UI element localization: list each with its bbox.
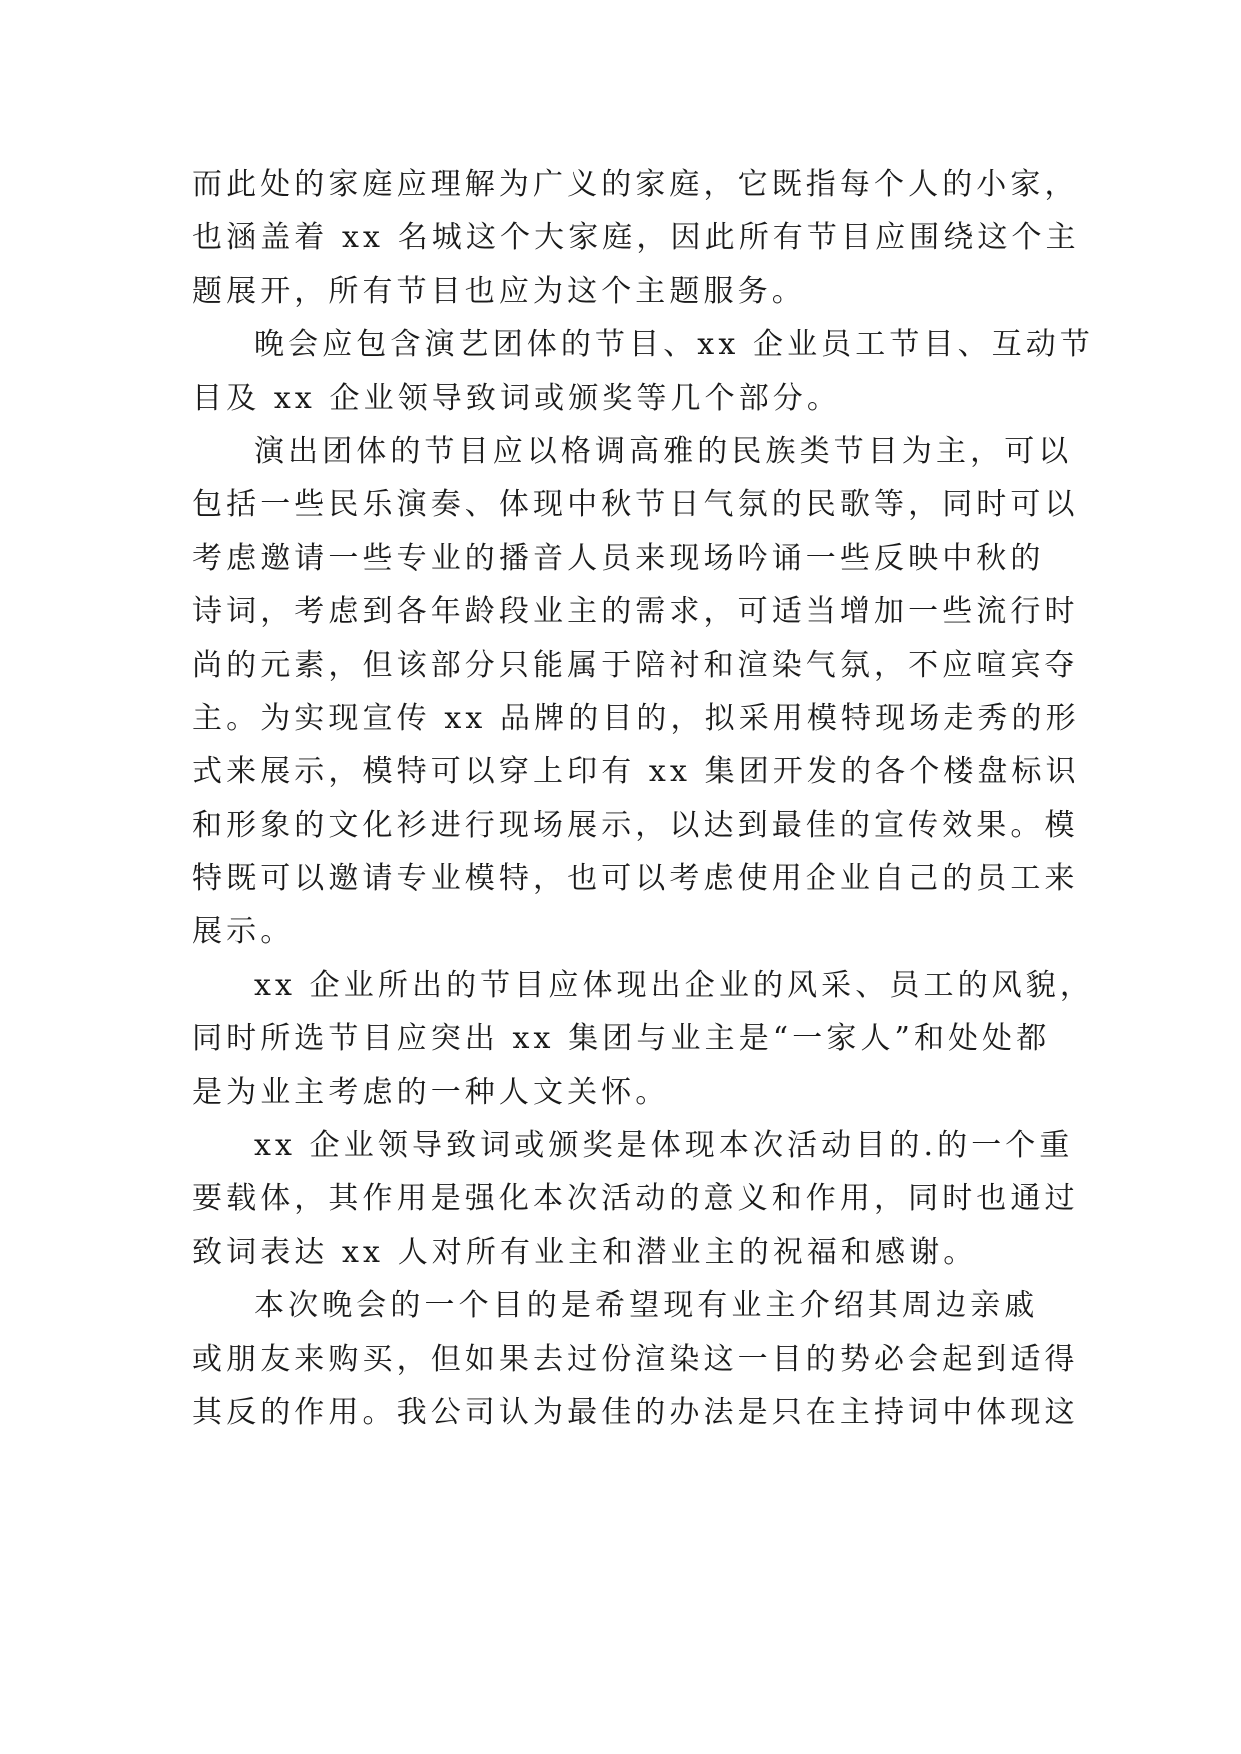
document-body xyxy=(192,158,1094,1439)
text-line: 题展开，所有节目也应为这个主题服务。 xyxy=(192,273,806,309)
paragraph-first-line: xx 企业领导致词或颁奖是体现本次活动目的.的一个重 xyxy=(254,1128,1074,1164)
text-line: 诗词，考虑到各年龄段业主的需求，可适当增加一些流行时 xyxy=(192,594,1079,630)
text-line: 和形象的文化衫进行现场展示，以达到最佳的宣传效果。模 xyxy=(192,807,1079,843)
text-line: 目及 xx 企业领导致词或颁奖等几个部分。 xyxy=(192,380,842,416)
text-line: 展示。 xyxy=(192,914,295,950)
text-line: 而此处的家庭应理解为广义的家庭，它既指每个人的小家， xyxy=(192,167,1079,202)
text-line: 主。为实现宣传 xx 品牌的目的，拟采用模特现场走秀的形 xyxy=(192,700,1080,736)
text-line: 考虑邀请一些专业的播音人员来现场吟诵一些反映中秋的 xyxy=(192,540,1045,576)
text-line: 其反的作用。我公司认为最佳的办法是只在主持词中体现这 xyxy=(192,1394,1079,1430)
paragraph-first-line: 演出团体的节目应以格调高雅的民族类节目为主，可以 xyxy=(254,433,1073,469)
text-line: 或朋友来购买，但如果去过份渲染这一目的势必会起到适得 xyxy=(192,1341,1079,1377)
text-line: 致词表达 xx 人对所有业主和潜业主的祝福和感谢。 xyxy=(192,1234,978,1270)
text-line: 同时所选节目应突出 xx 集团与业主是“一家人”和处处都 xyxy=(192,1021,1051,1057)
text-line: 包括一些民乐演奏、体现中秋节日气氛的民歌等，同时可以 xyxy=(192,487,1079,523)
paragraph-first-line: 本次晚会的一个目的是希望现有业主介绍其周边亲戚 xyxy=(254,1288,1039,1324)
text-line: 是为业主考虑的一种人文关怀。 xyxy=(192,1074,670,1110)
text-line: 也涵盖着 xx 名城这个大家庭，因此所有节目应围绕这个主 xyxy=(192,220,1080,256)
text-line: 特既可以邀请专业模特，也可以考虑使用企业自己的员工来 xyxy=(192,861,1079,897)
paragraph-first-line: 晚会应包含演艺团体的节目、xx 企业员工节目、互动节 xyxy=(254,327,1094,363)
paragraph-first-line: xx 企业所出的节目应体现出企业的风采、员工的风貌， xyxy=(254,967,1094,1003)
text-line: 尚的元素，但该部分只能属于陪衬和渲染气氛，不应喧宾夺 xyxy=(192,647,1079,683)
text-line: 要载体，其作用是强化本次活动的意义和作用，同时也通过 xyxy=(192,1181,1079,1217)
text-line: 式来展示，模特可以穿上印有 xx 集团开发的各个楼盘标识 xyxy=(192,754,1080,790)
